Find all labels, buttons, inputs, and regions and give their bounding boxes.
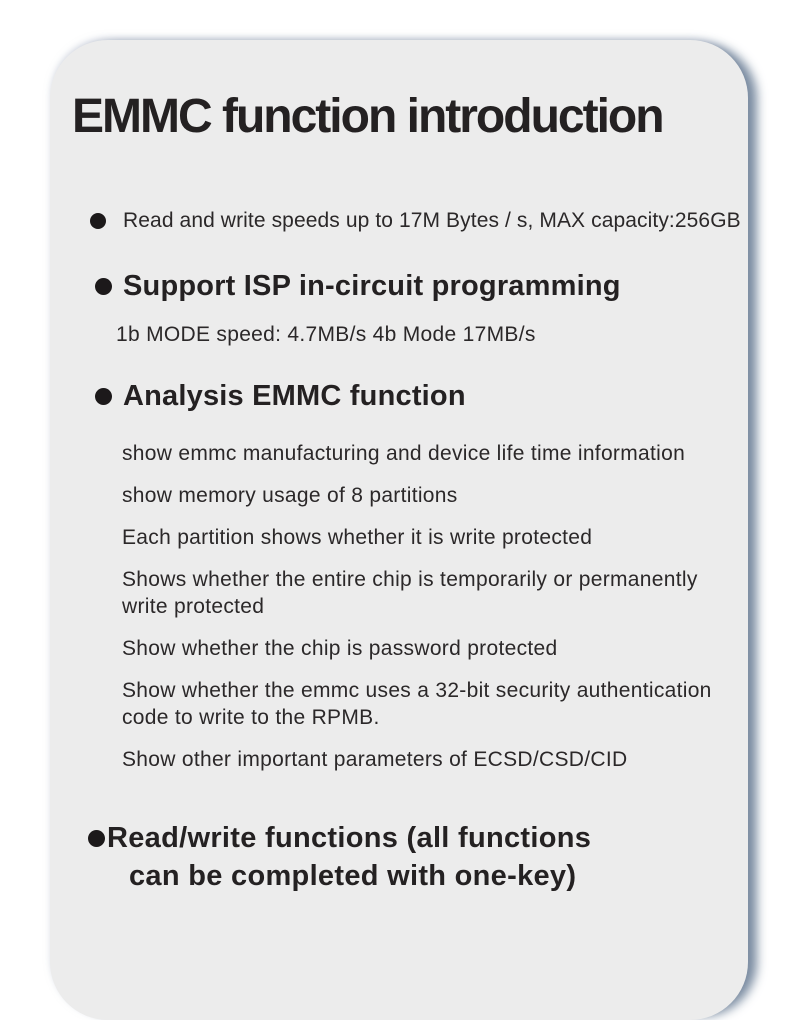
page-title: EMMC function introduction	[72, 90, 663, 143]
bullet-speed-text: Read and write speeds up to 17M Bytes / s, MAX capacity:256GB	[123, 208, 741, 232]
bullet-dot-icon	[90, 213, 106, 229]
analysis-item	[122, 440, 722, 467]
analysis-item-line: Show whether the chip is password protected	[122, 636, 558, 660]
analysis-item	[122, 566, 722, 620]
analysis-item-line: Shows whether the entire chip is temporarily or permanently	[122, 567, 698, 591]
analysis-item-line: Each partition shows whether it is write protected	[122, 525, 593, 549]
bullet-analysis-heading	[95, 380, 722, 413]
bullet-readwrite-heading	[88, 819, 722, 895]
readwrite-heading-line: can be completed with one-key)	[129, 859, 577, 892]
analysis-item-line: write protected	[122, 594, 265, 618]
readwrite-heading-line: Read/write functions (all functions	[107, 821, 592, 854]
bullet-dot-icon	[95, 388, 112, 405]
bullet-dot-icon	[88, 830, 105, 847]
analysis-item	[122, 482, 722, 509]
readwrite-heading-text	[107, 819, 591, 895]
bullet-dot-icon	[95, 278, 112, 295]
feature-card	[50, 40, 748, 1020]
analysis-item-line: show memory usage of 8 partitions	[122, 483, 458, 507]
analysis-item-line: show emmc manufacturing and device life time information	[122, 441, 686, 465]
isp-detail-text: 1b MODE speed: 4.7MB/s 4b Mode 17MB/s	[116, 322, 536, 346]
isp-heading-text: Support ISP in-circuit programming	[123, 269, 621, 302]
analysis-item-line: Show other important parameters of ECSD/CSD/CID	[122, 747, 628, 771]
analysis-item	[122, 746, 722, 773]
bullet-speed	[90, 206, 741, 236]
analysis-item-list	[122, 440, 722, 773]
analysis-item	[122, 524, 722, 551]
analysis-heading-text: Analysis EMMC function	[123, 379, 466, 412]
bullet-isp-heading	[95, 270, 722, 303]
analysis-item-line: Show whether the emmc uses a 32-bit security authentication	[122, 678, 712, 702]
analysis-item	[122, 635, 722, 662]
analysis-item	[122, 677, 722, 731]
card-content	[50, 40, 748, 895]
analysis-item-line: code to write to the RPMB.	[122, 705, 380, 729]
